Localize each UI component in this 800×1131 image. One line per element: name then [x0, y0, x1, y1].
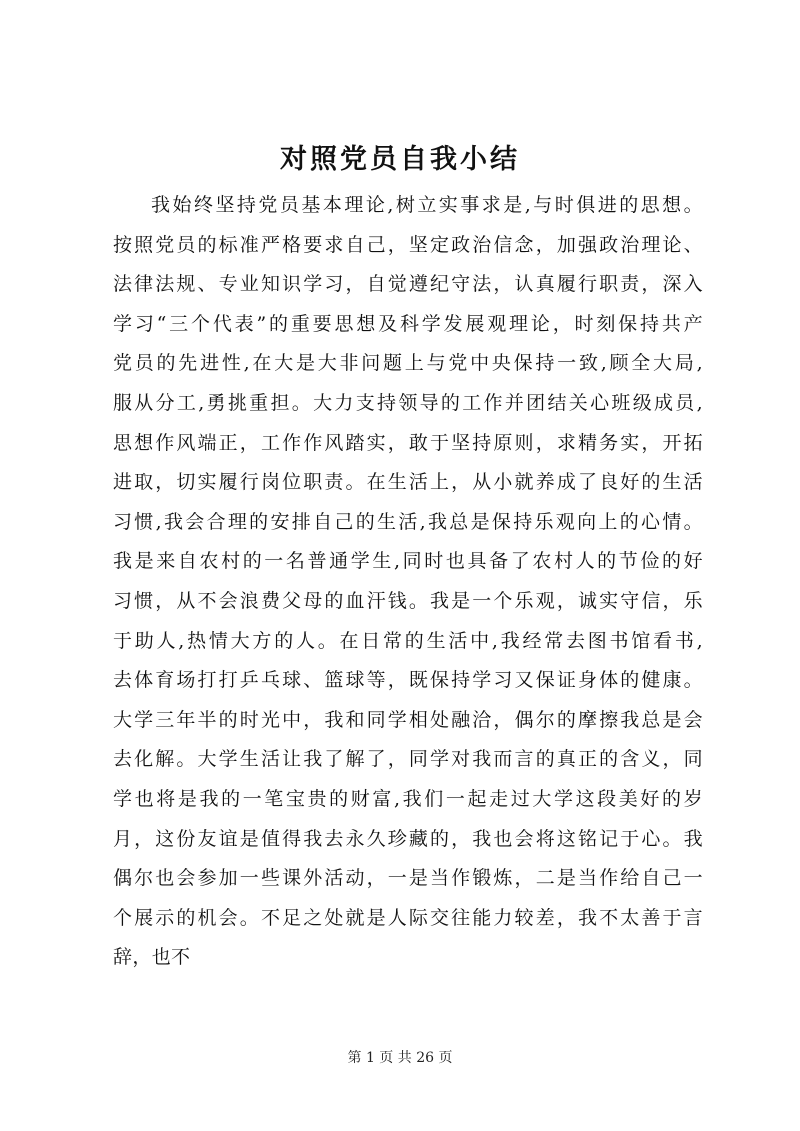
text-line: 学也将是我的一笔宝贵的财富,我们一起走过大学这段美好的岁	[113, 787, 703, 810]
text-line: 服从分工,勇挑重担。大力支持领导的工作并团结关心班级成员,	[113, 391, 703, 414]
text-line: 辞，也不	[113, 946, 191, 969]
text-line: 大学三年半的时光中，我和同学相处融洽，偶尔的摩擦我总是会	[113, 708, 703, 731]
text-line: 习惯，从不会浪费父母的血汗钱。我是一个乐观，诚实守信，乐	[113, 589, 703, 612]
text-line: 我始终坚持党员基本理论,树立实事求是,与时俱进的思想。	[151, 194, 703, 216]
text-line: 去化解。大学生活让我了解了，同学对我而言的真正的含义，同	[113, 748, 703, 771]
body-paragraph	[113, 186, 703, 978]
page-number-footer: 第 1 页 共 26 页	[347, 1050, 453, 1066]
text-line: 我是来自农村的一名普通学生,同时也具备了农村人的节俭的好	[113, 550, 703, 573]
text-line: 学习“三个代表”的重要思想及科学发展观理论，时刻保持共产	[113, 312, 703, 335]
text-line: 个展示的机会。不足之处就是人际交往能力较差，我不太善于言	[113, 906, 703, 929]
text-line: 思想作风端正，工作作风踏实，敢于坚持原则，求精务实，开拓	[113, 431, 703, 454]
text-line: 党员的先进性,在大是大非问题上与党中央保持一致,顾全大局,	[113, 352, 703, 375]
text-line: 月，这份友谊是值得我去永久珍藏的，我也会将这铭记于心。我	[113, 827, 703, 850]
text-line: 进取，切实履行岗位职责。在生活上，从小就养成了良好的生活	[113, 471, 703, 494]
text-line: 按照党员的标准严格要求自己，坚定政治信念，加强政治理论、	[113, 233, 703, 256]
text-line: 偶尔也会参加一些课外活动，一是当作锻炼，二是当作给自己一	[113, 867, 703, 890]
text-line: 习惯,我会合理的安排自己的生活,我总是保持乐观向上的心情。	[113, 510, 703, 533]
text-line: 法律法规、专业知识学习，自觉遵纪守法，认真履行职责，深入	[113, 273, 703, 296]
text-line: 于助人,热情大方的人。在日常的生活中,我经常去图书馆看书,	[113, 629, 703, 652]
document-title: 对照党员自我小结	[280, 144, 520, 175]
text-line: 去体育场打打乒乓球、篮球等，既保持学习又保证身体的健康。	[113, 669, 703, 692]
